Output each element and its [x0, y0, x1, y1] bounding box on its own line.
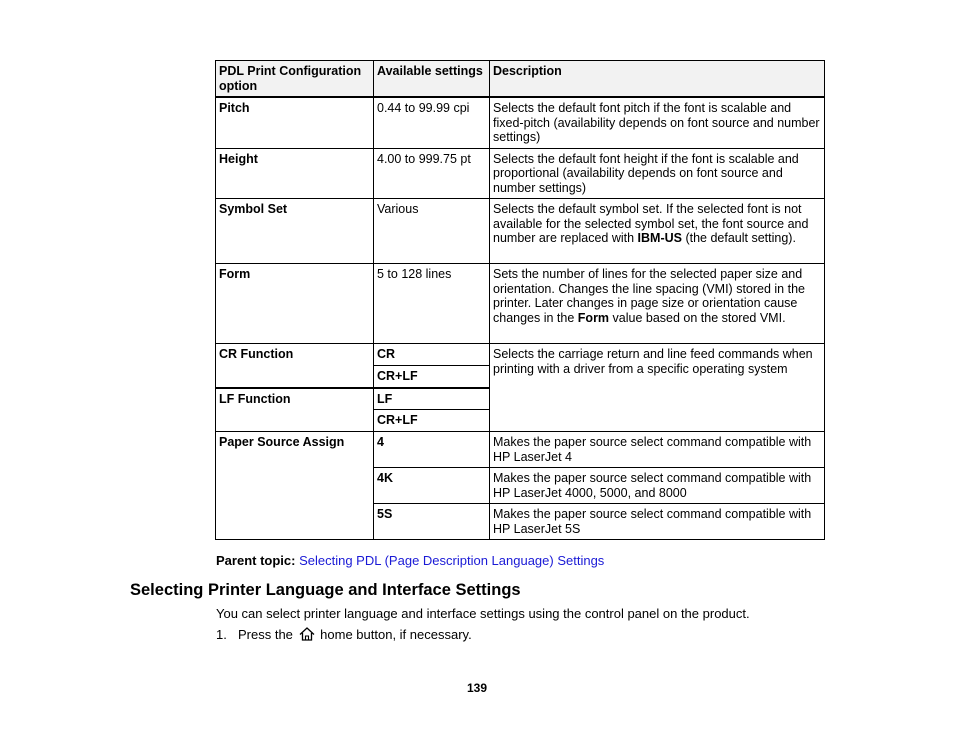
home-icon — [299, 627, 315, 641]
row-description — [490, 264, 825, 344]
table-row — [216, 199, 825, 264]
row-setting: 0.44 to 99.99 cpi — [374, 97, 490, 148]
row-description: Selects the carriage return and line feed commands when printing with a driver from a specific operating system — [490, 344, 825, 432]
description-text: Sets the number of lines for the selected paper size and orientation. Changes the line spacing (VMI) stored in the printer. Later changes in page size or orientation cause changes in the — [493, 267, 805, 325]
description-text: (the default setting). — [681, 231, 796, 245]
table-header-row — [216, 61, 825, 98]
table-row — [216, 344, 825, 366]
row-setting: 4 — [374, 432, 490, 468]
row-setting: CR — [374, 344, 490, 366]
table-row — [216, 148, 825, 199]
row-setting: 5 to 128 lines — [374, 264, 490, 344]
row-description — [490, 199, 825, 264]
table-row — [216, 97, 825, 148]
row-option: Paper Source Assign — [216, 432, 374, 540]
page-number: 139 — [466, 681, 488, 695]
table-row — [216, 264, 825, 344]
row-description: Selects the default font pitch if the font is scalable and fixed-pitch (availability depends on font source and number settings) — [490, 97, 825, 148]
row-option: Height — [216, 148, 374, 199]
section-heading: Selecting Printer Language and Interface Settings — [130, 581, 521, 599]
header-settings: Available settings — [374, 61, 490, 98]
pdl-config-table — [215, 60, 825, 540]
section-intro: You can select printer language and interface settings using the control panel on the product. — [216, 606, 750, 621]
row-setting: 4K — [374, 468, 490, 504]
row-description: Selects the default font height if the font is scalable and proportional (availability depends on font source and number settings) — [490, 148, 825, 199]
step-number: 1. — [216, 627, 227, 642]
row-option: Form — [216, 264, 374, 344]
row-setting: Various — [374, 199, 490, 264]
parent-topic — [216, 553, 604, 568]
parent-topic-link[interactable]: Selecting PDL (Page Description Language) Settings — [299, 553, 605, 568]
header-option: PDL Print Configuration option — [216, 61, 374, 98]
row-option: LF Function — [216, 388, 374, 432]
table-row — [216, 432, 825, 468]
row-description: Makes the paper source select command compatible with HP LaserJet 4 — [490, 432, 825, 468]
row-option: Symbol Set — [216, 199, 374, 264]
step-item — [216, 627, 472, 642]
row-setting: 5S — [374, 504, 490, 540]
row-setting: CR+LF — [374, 366, 490, 388]
step-text-post: home button, if necessary. — [320, 627, 472, 642]
description-bold: IBM-US — [637, 231, 682, 245]
row-description: Makes the paper source select command compatible with HP LaserJet 4000, 5000, and 8000 — [490, 468, 825, 504]
row-setting: 4.00 to 999.75 pt — [374, 148, 490, 199]
description-bold: Form — [577, 310, 610, 325]
row-description: Makes the paper source select command compatible with HP LaserJet 5S — [490, 504, 825, 540]
row-setting: CR+LF — [374, 410, 490, 432]
header-description: Description — [490, 61, 825, 98]
row-setting: LF — [374, 388, 490, 410]
description-text: Selects the default symbol set. If the selected font is not available for the selected symbol set, the font source and number are replaced with — [493, 202, 809, 245]
row-option: Pitch — [216, 97, 374, 148]
description-text: value based on the stored VMI. — [609, 310, 786, 325]
step-text-pre: Press the — [238, 627, 293, 642]
parent-topic-label: Parent topic: — [216, 553, 296, 568]
row-option: CR Function — [216, 344, 374, 388]
